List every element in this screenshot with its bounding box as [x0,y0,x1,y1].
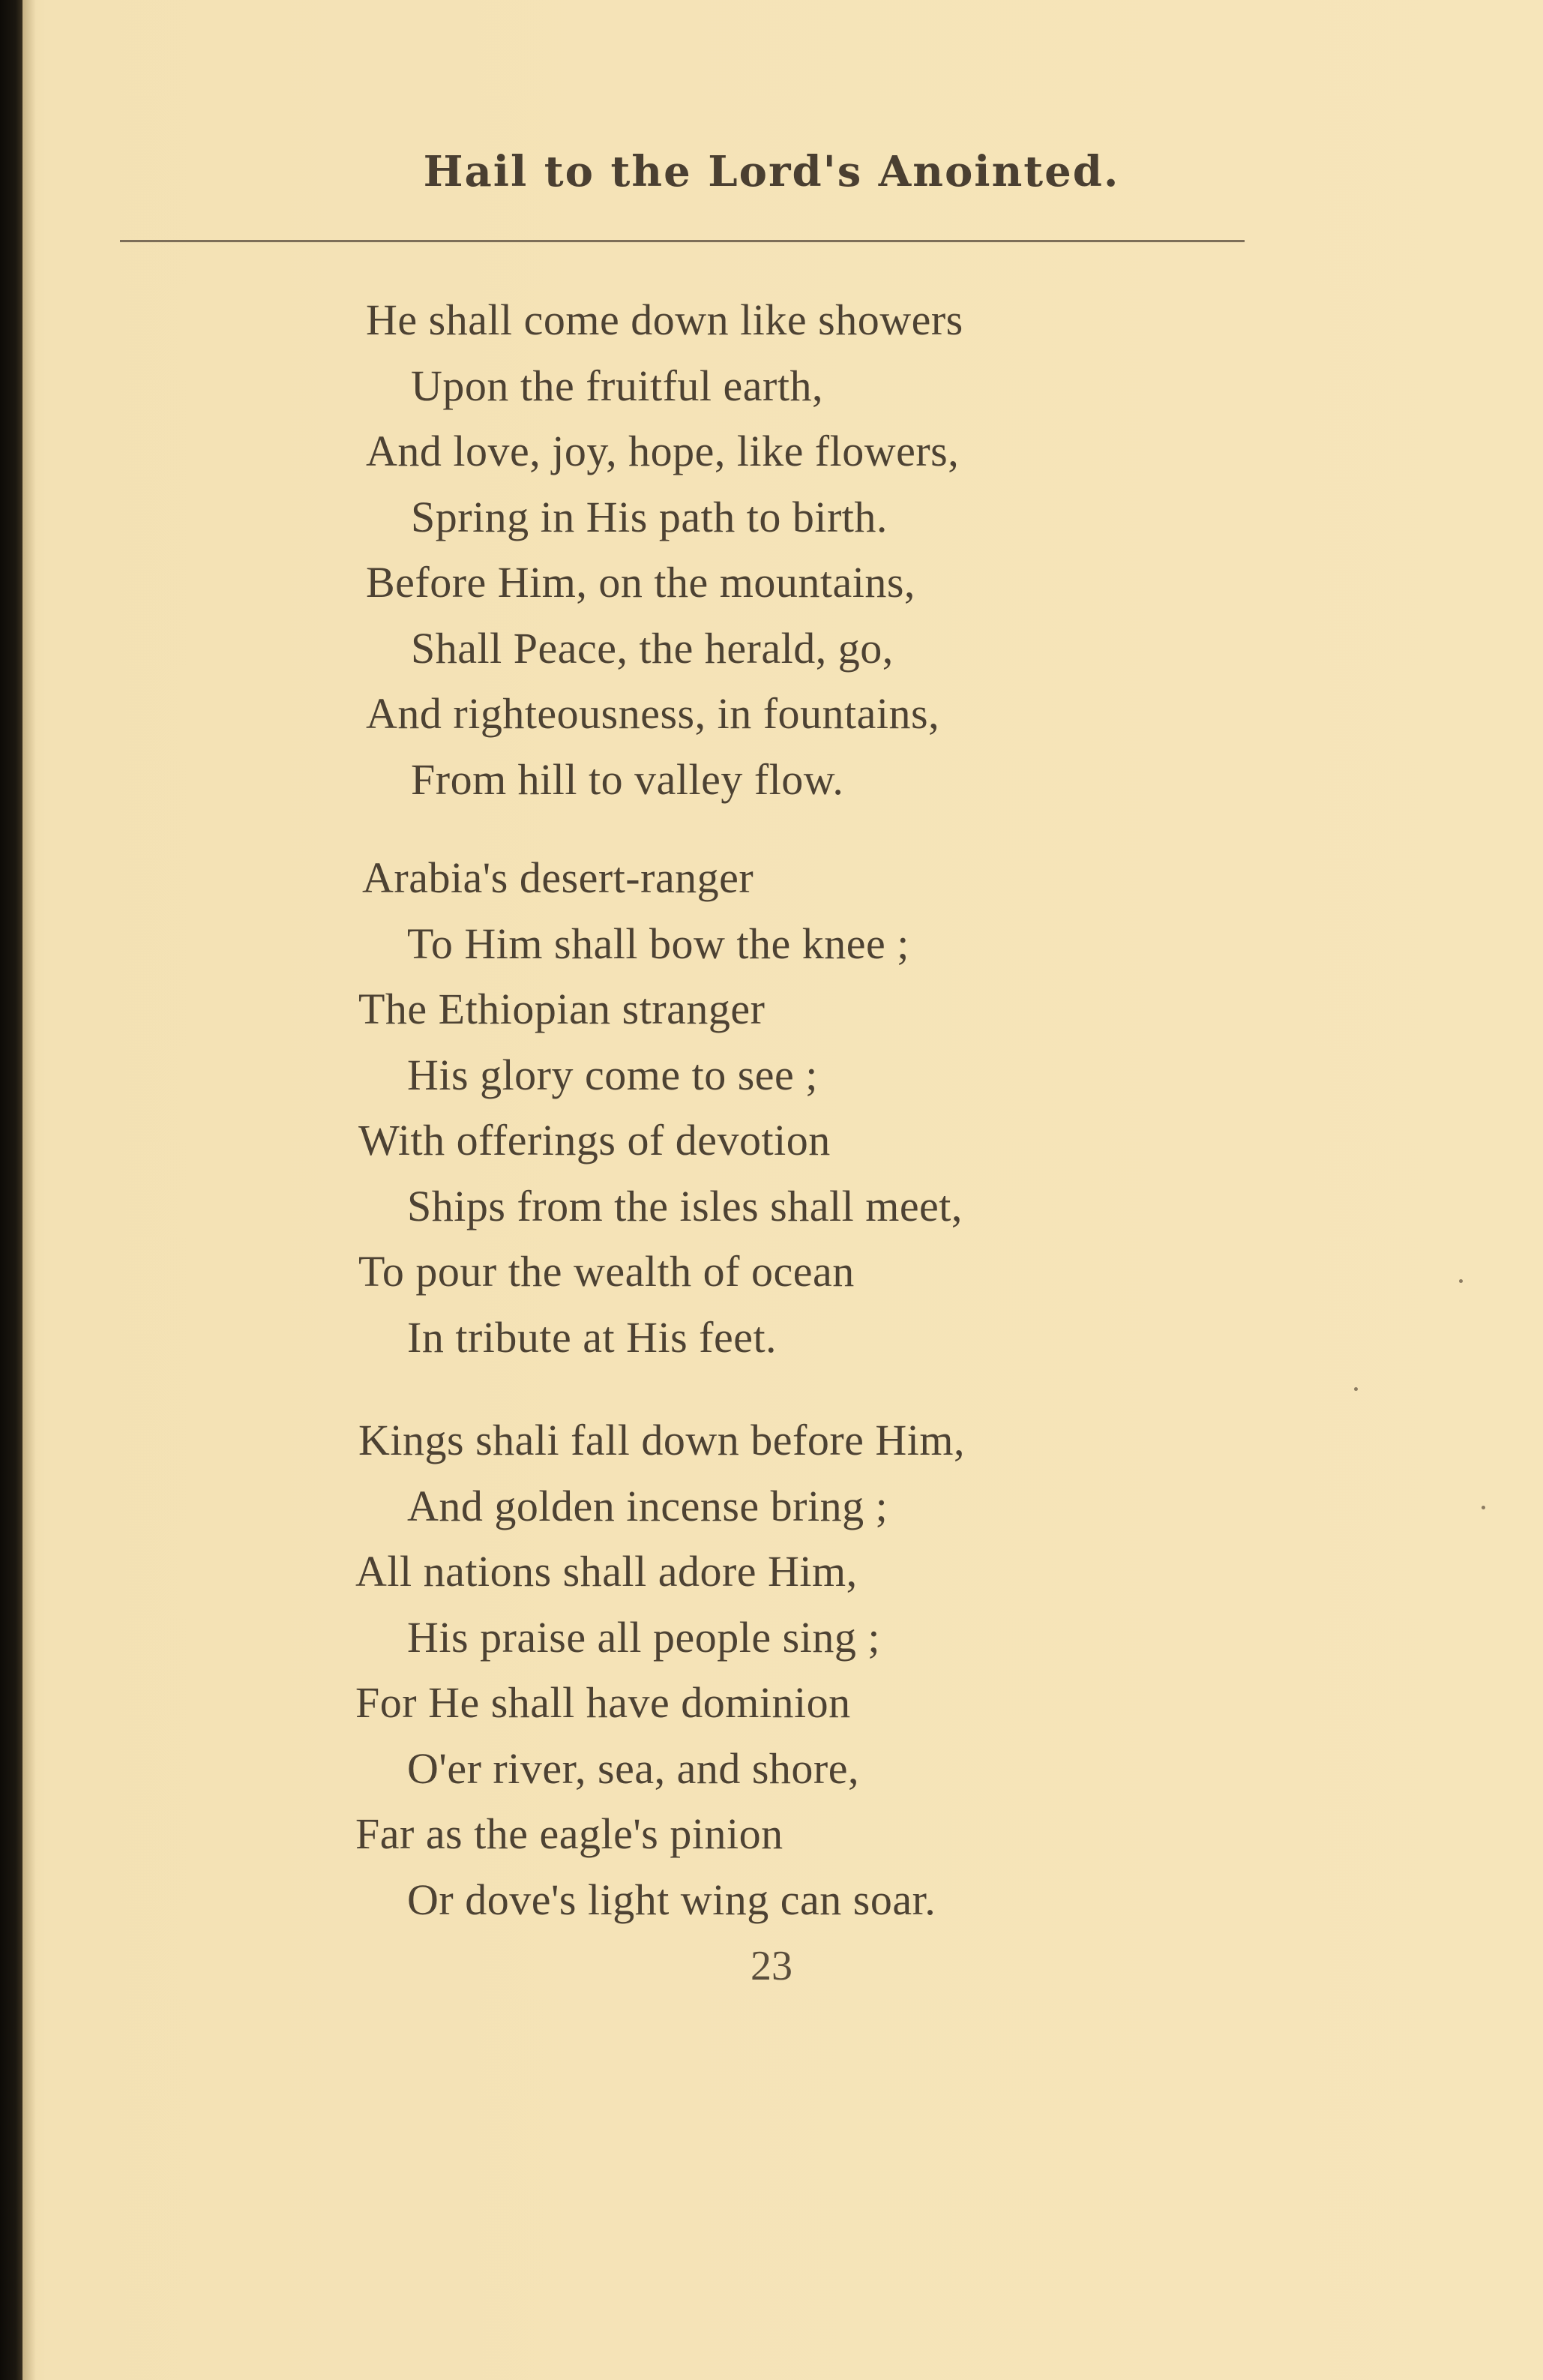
running-head: Hail to the Lord's Anointed. [423,147,1120,196]
poem-line: Upon the fruitful earth, [411,361,823,410]
poem-line: His glory come to see ; [407,1051,818,1099]
poem-line: He shall come down like showers [366,295,963,344]
paper-speck [1482,1506,1485,1509]
page-number: 23 [751,1943,792,1989]
poem-line: Or dove's light wing can soar. [407,1875,936,1924]
poem-line: Spring in His path to birth. [411,493,888,541]
poem-line: And golden incense bring ; [407,1482,888,1530]
poem-line: Ships from the isles shall meet, [407,1182,963,1230]
paper-speck [1354,1387,1358,1391]
poem-line: Arabia's desert-ranger [362,853,754,902]
poem-line: And righteousness, in fountains, [366,689,940,738]
poem-line: And love, joy, hope, like flowers, [366,427,960,475]
poem-line: From hill to valley flow. [411,755,844,804]
poem-line: Kings shali fall down before Him, [358,1416,966,1464]
poem-line: For He shall have dominion [355,1678,851,1727]
poem-line: O'er river, sea, and shore, [407,1744,859,1793]
poem-line: All nations shall adore Him, [355,1547,858,1596]
poem-line: To Him shall bow the knee ; [407,919,909,968]
poem-line: His praise all people sing ; [407,1613,880,1662]
poem-line: In tribute at His feet. [407,1313,777,1362]
poem-line: Before Him, on the mountains, [366,558,915,607]
poem-line: Shall Peace, the herald, go, [411,624,894,673]
poem-line: The Ethiopian stranger [358,985,766,1033]
poem-line: Far as the eagle's pinion [355,1809,783,1858]
poem-line: To pour the wealth of ocean [358,1247,855,1296]
paper-speck [1459,1279,1463,1283]
poem-line: With offerings of devotion [358,1116,831,1165]
